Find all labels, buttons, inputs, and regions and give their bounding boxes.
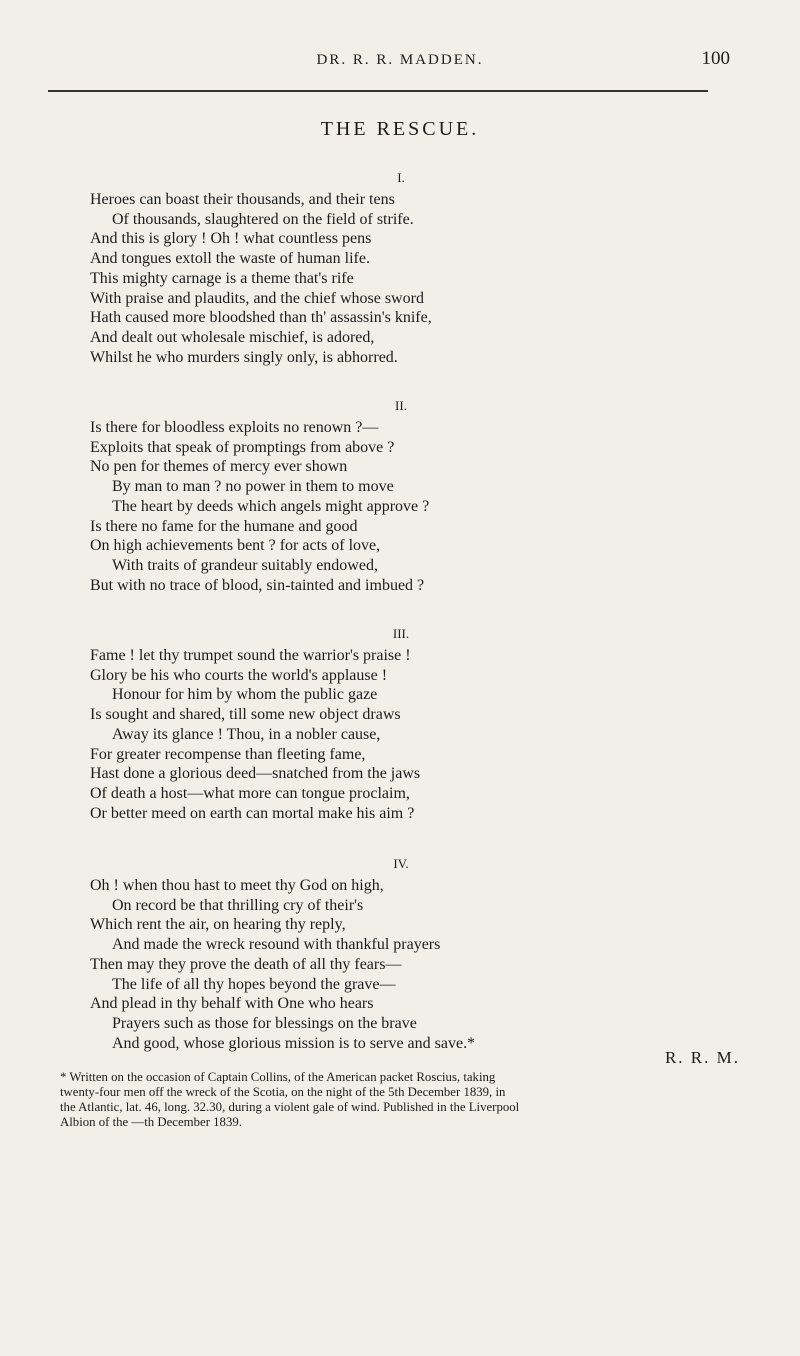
verse-line: Prayers such as those for blessings on the brave: [112, 1014, 417, 1032]
verse-line: With traits of grandeur suitably endowed,: [112, 556, 378, 574]
verse-line: Hast done a glorious deed—snatched from the jaws: [90, 765, 421, 783]
header-rule: [48, 90, 708, 92]
poem-title: THE RESCUE.: [320, 118, 480, 140]
verse-line: And dealt out wholesale mischief, is adored,: [90, 328, 375, 346]
verse-line: On high achievements bent ? for acts of love,: [90, 537, 381, 555]
author-signature: R. R. M.: [664, 1048, 740, 1067]
verse-line: With praise and plaudits, and the chief whose sword: [90, 289, 424, 307]
verse-line: Then may they prove the death of all thy fears—: [90, 955, 402, 973]
stanza: [90, 170, 770, 367]
verse-line: Oh ! when thou hast to meet thy God on high,: [90, 877, 384, 894]
stanza: [90, 626, 770, 823]
stanza: [90, 398, 770, 595]
footnote-line: twenty-four men off the wreck of the Scotia, on the night of the 5th December 1839, in: [60, 1085, 506, 1099]
verse-line: For greater recompense than fleeting fame,: [90, 745, 366, 763]
verse-line: Heroes can boast their thousands, and their tens: [90, 191, 395, 208]
verse-line: And tongues extoll the waste of human life.: [90, 250, 370, 268]
verse-line: This mighty carnage is a theme that's rife: [90, 269, 354, 287]
verse-line: By man to man ? no power in them to move: [112, 478, 394, 496]
page-number: 100: [701, 48, 730, 69]
verse-line: Fame ! let thy trumpet sound the warrior's praise !: [90, 647, 411, 664]
verse-line: And good, whose glorious mission is to serve and save.*: [112, 1034, 476, 1052]
verse-line: No pen for themes of mercy ever shown: [90, 458, 348, 476]
stanza-numeral: II.: [395, 398, 407, 413]
stanza: [90, 856, 770, 1053]
verse-line: Of thousands, slaughtered on the field of strife.: [112, 210, 414, 228]
verse-line: Is there for bloodless exploits no renown ?—: [90, 419, 379, 436]
verse-line: Glory be his who courts the world's applause !: [90, 666, 388, 684]
page-header: [40, 48, 760, 78]
verse-line: Is sought and shared, till some new object draws: [90, 706, 401, 724]
verse-line: But with no trace of blood, sin-tainted and imbued ?: [90, 576, 425, 594]
stanza-numeral: I.: [397, 170, 405, 185]
verse-line: Exploits that speak of promptings from above ?: [90, 438, 395, 456]
verse-line: And this is glory ! Oh ! what countless pens: [90, 230, 372, 248]
stanza-numeral: IV.: [393, 856, 409, 871]
verse-line: Which rent the air, on hearing thy reply,: [90, 916, 346, 934]
verse-line: The life of all thy hopes beyond the grave—: [112, 975, 396, 993]
footnote-line: Albion of the —th December 1839.: [60, 1115, 242, 1129]
verse-line: Whilst he who murders singly only, is abhorred.: [90, 348, 398, 366]
stanza-numeral: III.: [392, 626, 410, 641]
footnote: [60, 1070, 760, 1130]
verse-line: And plead in thy behalf with One who hears: [90, 995, 374, 1013]
verse-line: Or better meed on earth can mortal make his aim ?: [90, 804, 415, 822]
verse-line: Hath caused more bloodshed than th' assassin's knife,: [90, 309, 432, 327]
verse-line: Honour for him by whom the public gaze: [112, 686, 378, 704]
verse-line: Away its glance ! Thou, in a nobler cause,: [112, 725, 381, 743]
verse-line: And made the wreck resound with thankful prayers: [112, 936, 441, 954]
footnote-line: * Written on the occasion of Captain Collins, of the American packet Roscius, taking: [60, 1070, 496, 1084]
verse-line: The heart by deeds which angels might approve ?: [112, 497, 430, 515]
running-head: DR. R. R. MADDEN.: [316, 52, 484, 68]
verse-line: Is there no fame for the humane and good: [90, 517, 358, 535]
footnote-line: the Atlantic, lat. 46, long. 32.30, during a violent gale of wind. Published in the Liverpool: [60, 1100, 520, 1114]
verse-line: Of death a host—what more can tongue proclaim,: [90, 784, 410, 802]
verse-line: On record be that thrilling cry of their's: [112, 896, 364, 914]
